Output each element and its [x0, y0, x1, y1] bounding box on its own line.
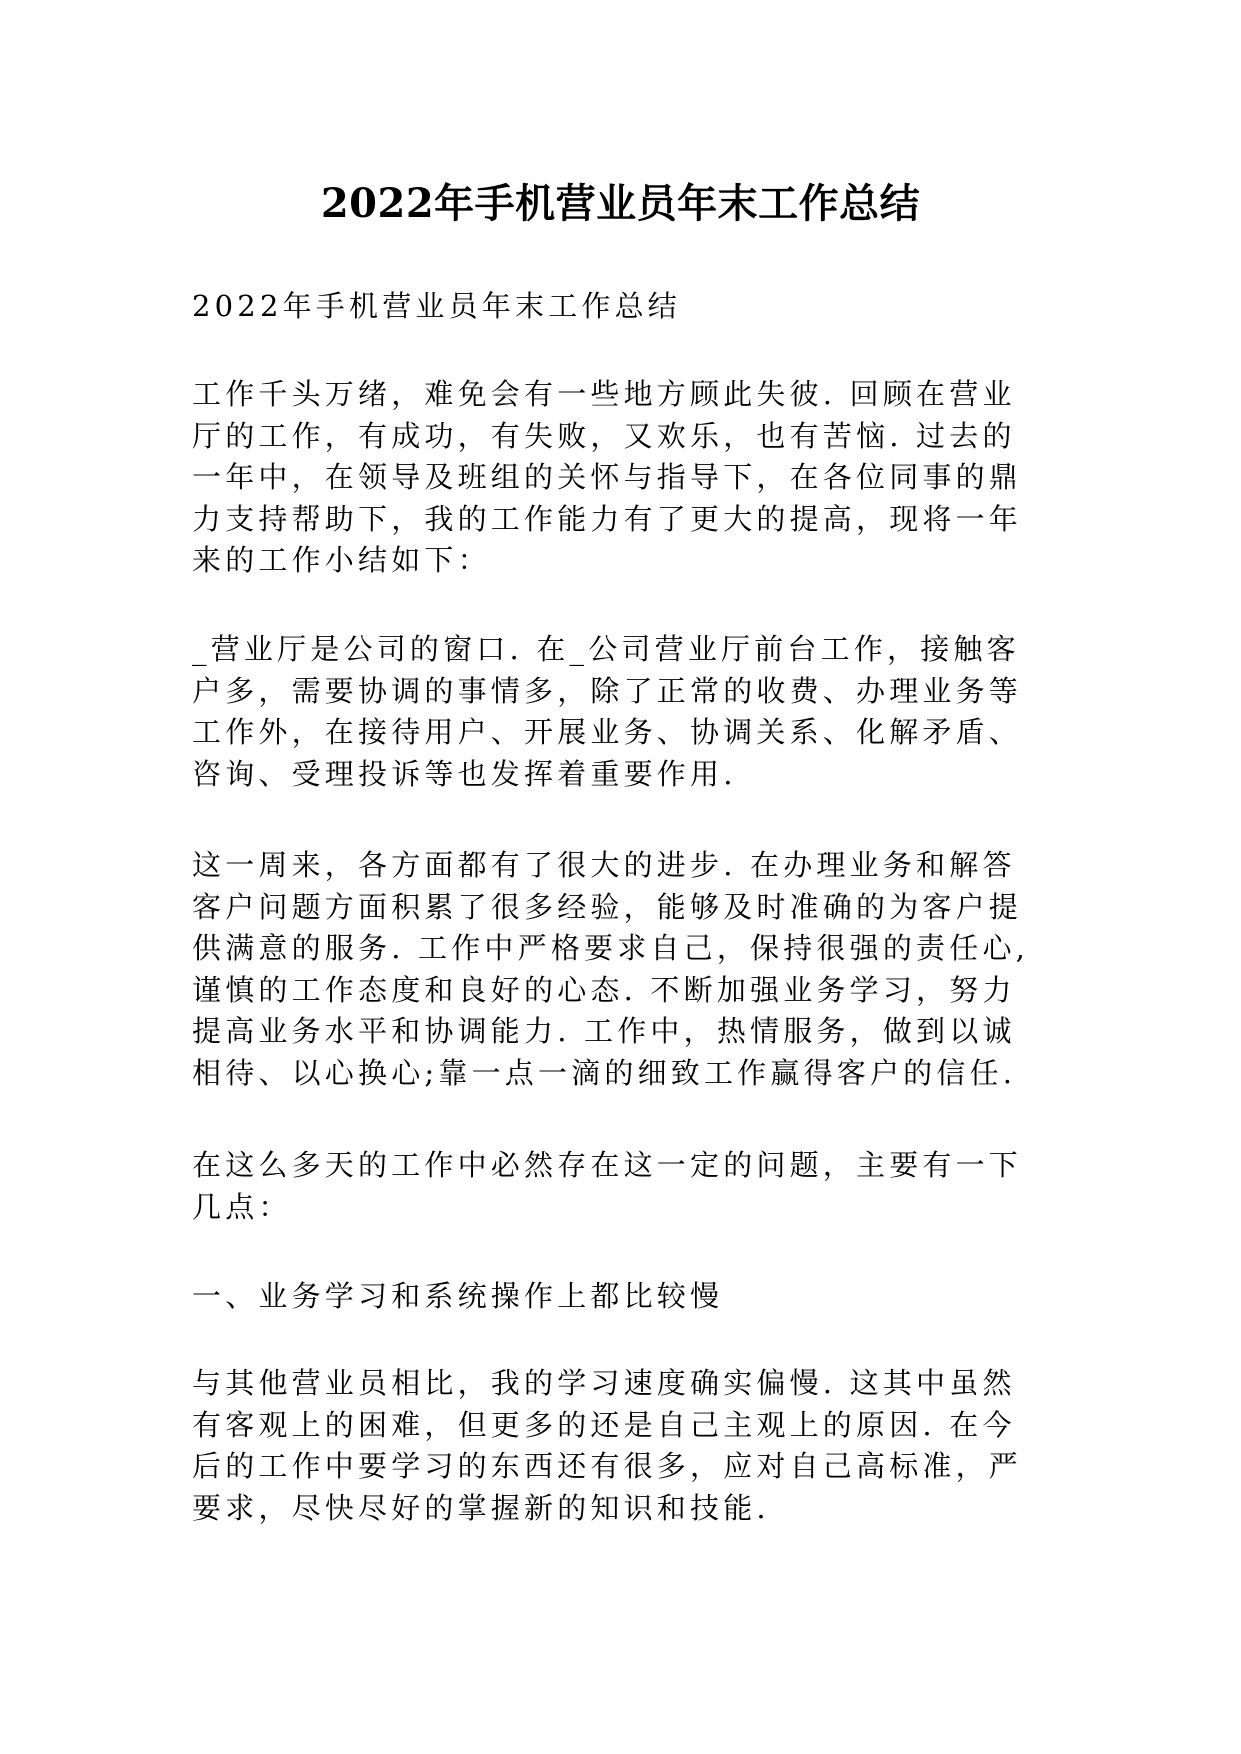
section-heading-1: 一、业务学习和系统操作上都比较慢	[192, 1279, 724, 1313]
paragraph-learning: 与其他营业员相比，我的学习速度确实偏慢. 这其中虽然 有客观上的困难，但更多的还是自己主观上的原因. 在今 后的工作中要学习的东西还有很多，应对自己高标准，严 要求，尽快尽好的掌握新的知识和技能.	[192, 1366, 1023, 1525]
paragraph-service-window: _营业厅是公司的窗口. 在_公司营业厅前台工作，接触客 户多，需要协调的事情多，除了正常的收费、办理业务等 工作外，在接待用户、开展业务、协调关系、化解矛盾、 咨询、受理投诉等也发挥着重要作用.	[192, 632, 1023, 791]
paragraph-intro: 工作千头万绪，难免会有一些地方顾此失彼. 回顾在营业 厅的工作，有成功，有失败，又欢乐，也有苦恼. 过去的 一年中，在领导及班组的关怀与指导下，在各位同事的鼎 力支持帮助下，我的工作能力有了更大的提高，现将一年 来的工作小结如下：	[192, 377, 1023, 577]
document-title: 2022年手机营业员年末工作总结	[320, 180, 921, 227]
paragraph-progress: 这一周来，各方面都有了很大的进步. 在办理业务和解答 客户问题方面积累了很多经验，能够及时准确的为客户提 供满意的服务. 工作中严格要求自己，保持很强的责任心, 谨慎的工作态度和良好的心态. 不断加强业务学习，努力 提高业务水平和协调能力. 工作中，热情服务，做到以诚 相待、以心换心;靠一点一滴的细致工作赢得客户的信任.	[192, 848, 1030, 1090]
document-subtitle: 2022年手机营业员年末工作总结	[192, 289, 682, 323]
paragraph-problems-intro: 在这么多天的工作中必然存在这一定的问题，主要有一下 几点：	[192, 1148, 1023, 1224]
